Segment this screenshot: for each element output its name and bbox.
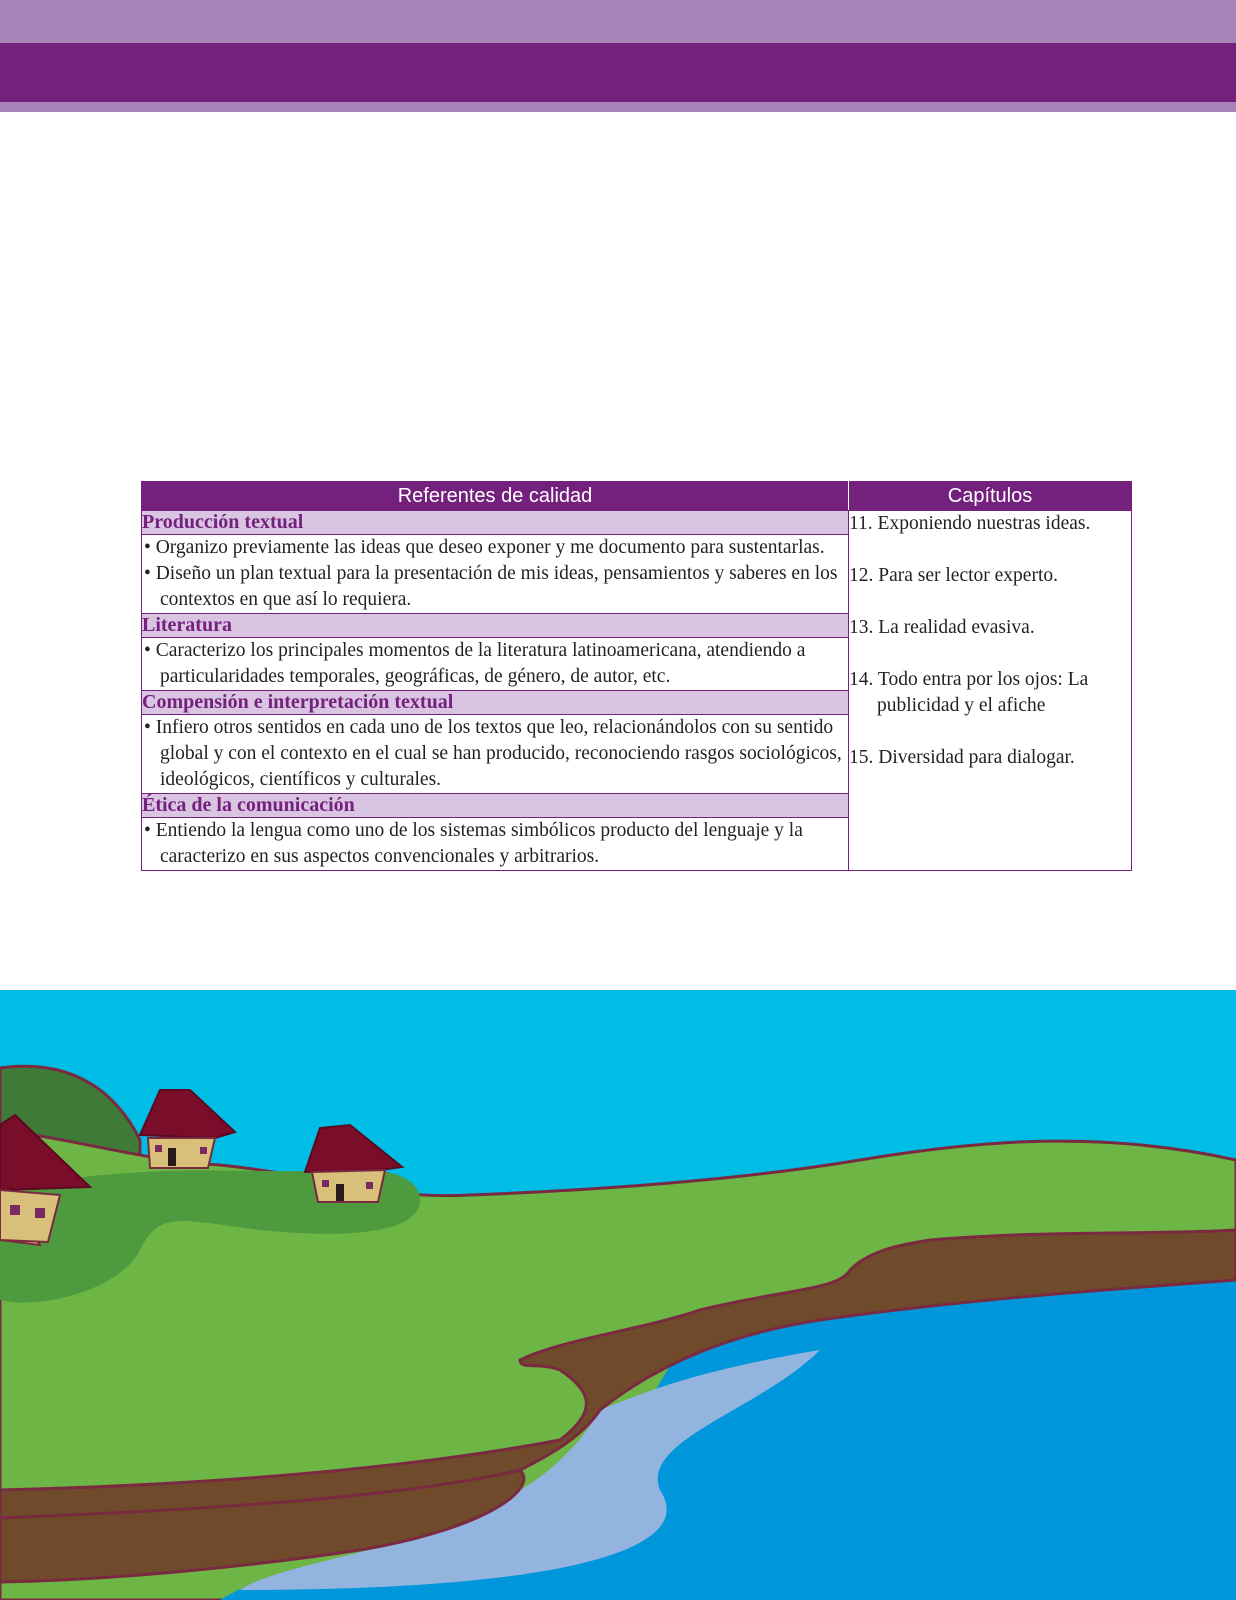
section-items	[142, 715, 849, 794]
section-items	[142, 638, 849, 691]
bullet-item: • Infiero otros sentidos en cada uno de los textos que leo, relacionándolos con su sentido global y con el contexto en el cual se han producido, reconociendo rasgos sociológicos, ideológicos, científicos y culturales.	[144, 717, 842, 790]
chapter-item: 12. Para ser lector experto.	[849, 565, 1058, 586]
bullet-item: • Caracterizo los principales momentos de la literatura latinoamericana, atendiendo a particularidades temporales, geográficas, de género, de autor, etc.	[144, 640, 806, 687]
landscape-illustration	[0, 990, 1236, 1600]
chapter-item: 11. Exponiendo nuestras ideas.	[849, 513, 1091, 534]
bullet-item: • Diseño un plan textual para la presentación de mis ideas, pensamientos y saberes en los contextos en que así lo requiera.	[144, 563, 838, 610]
header-band-thin	[0, 102, 1236, 112]
bullet-item: • Entiendo la lengua como uno de los sistemas simbólicos producto del lenguaje y la caracterizo en sus aspectos convencionales y arbitrarios.	[144, 820, 803, 867]
header-capitulos: Capítulos	[849, 482, 1132, 511]
header-referentes: Referentes de calidad	[142, 482, 849, 511]
references-table	[141, 481, 1132, 871]
section-items	[142, 535, 849, 614]
quality-references-table	[141, 481, 1131, 871]
header-band-light	[0, 0, 1236, 43]
chapters-cell	[849, 511, 1132, 871]
section-title: Ética de la comunicación	[142, 794, 849, 818]
header-band-dark	[0, 43, 1236, 102]
chapter-item: 14. Todo entra por los ojos: La publicidad y el afiche	[849, 669, 1089, 716]
section-items	[142, 818, 849, 871]
chapter-item: 13. La realidad evasiva.	[849, 617, 1035, 638]
section-title: Producción textual	[142, 511, 849, 535]
section-title: Literatura	[142, 614, 849, 638]
bullet-item: • Organizo previamente las ideas que deseo exponer y me documento para sustentarlas.	[144, 537, 825, 558]
chapter-item: 15. Diversidad para dialogar.	[849, 747, 1075, 768]
section-title: Compensión e interpretación textual	[142, 691, 849, 715]
